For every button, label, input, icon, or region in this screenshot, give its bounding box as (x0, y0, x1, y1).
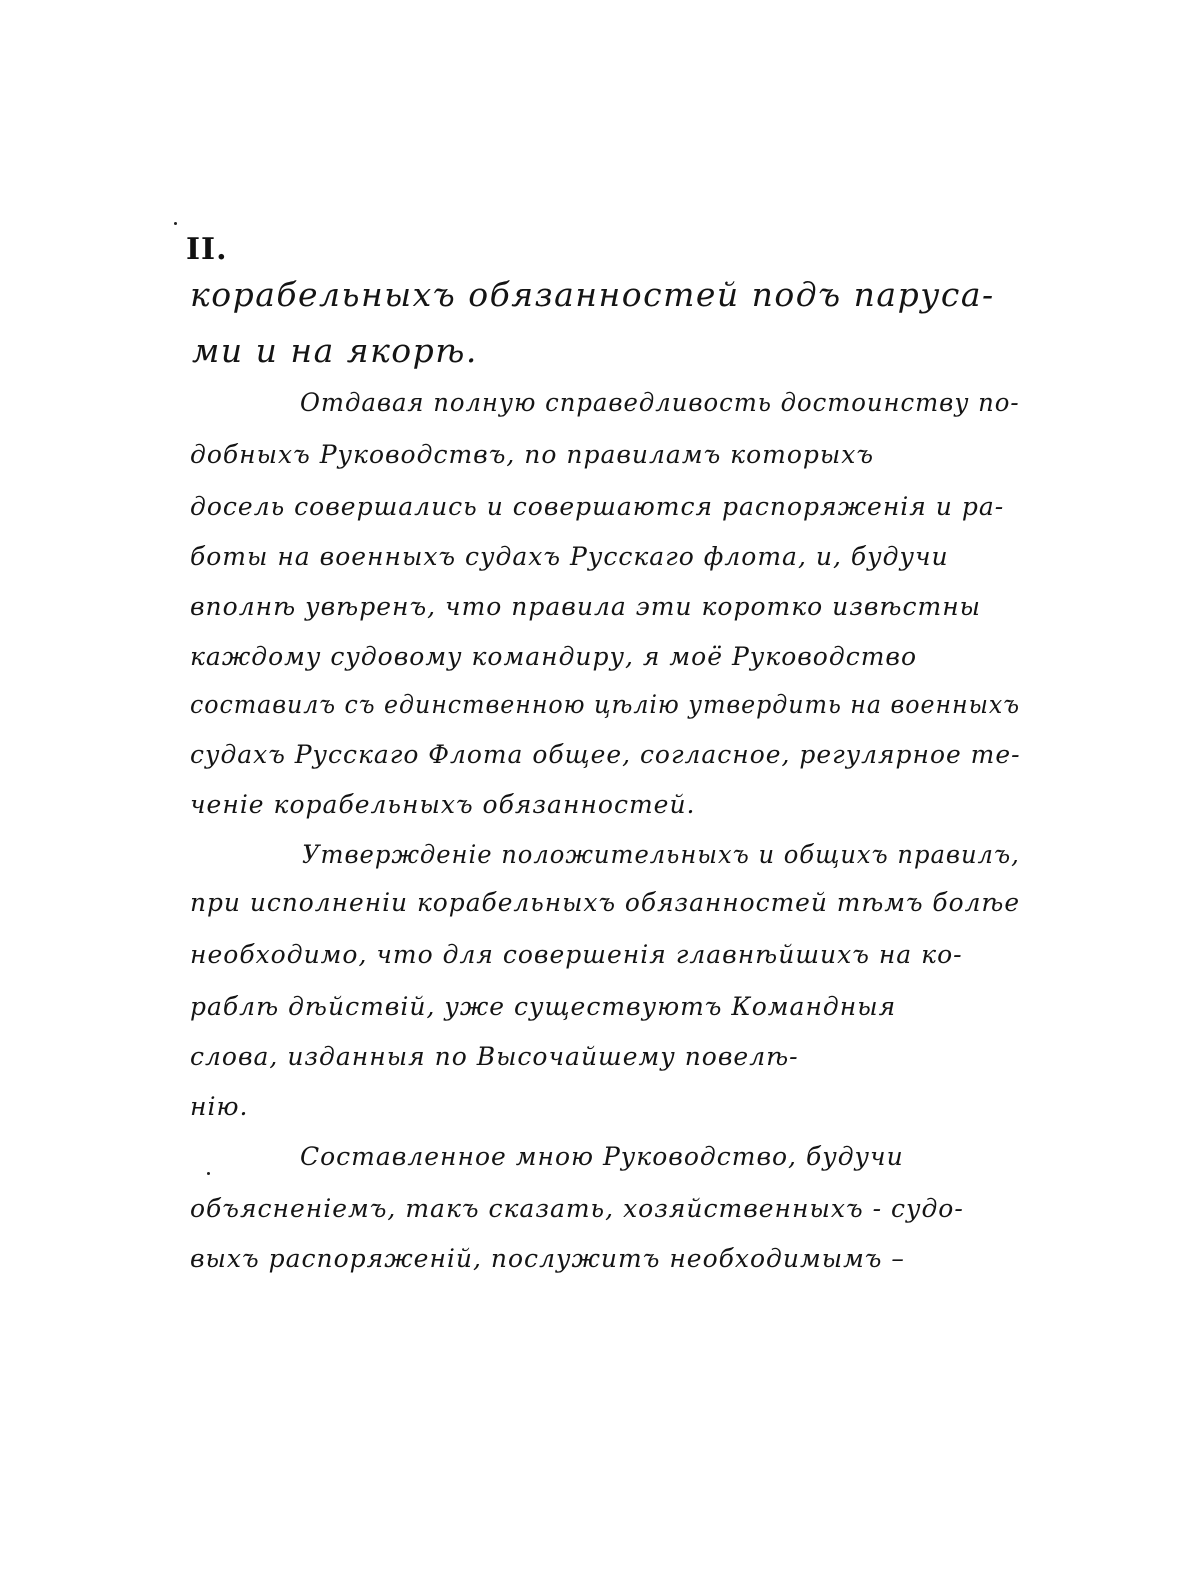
text-line: добныхъ Руководствъ, по правиламъ которыхъ (190, 440, 875, 469)
text-line: составилъ съ единственною цѣлію утвердить на военныхъ (190, 690, 1020, 719)
text-line: при исполненіи корабельныхъ обязанностей тѣмъ болѣе (190, 888, 1021, 917)
text-line: боты на военныхъ судахъ Русскаго флота, и, будучи (190, 542, 949, 571)
text-line: Утвержденіе положительныхъ и общихъ правилъ, (302, 840, 1020, 869)
text-line: каждому судовому командиру, я моё Руководство (190, 642, 918, 671)
text-line: необходимо, что для совершенія главнѣйшихъ на ко- (190, 940, 963, 969)
text-line: ми и на якорѣ. (192, 331, 478, 370)
text-line: выхъ распоряженій, послужитъ необходимымъ – (190, 1244, 905, 1273)
text-line: досель совершались и совершаются распоряженія и ра- (190, 492, 1005, 521)
ink-speck (174, 222, 177, 225)
text-line: судахъ Русскаго Флота общее, согласное, регулярное те- (190, 740, 1021, 769)
text-line: нію. (190, 1092, 249, 1121)
text-line: объясненіемъ, такъ сказать, хозяйственныхъ - судо- (190, 1194, 964, 1223)
text-line: корабельныхъ обязанностей подъ паруса- (190, 275, 995, 314)
ink-speck (207, 1172, 210, 1175)
text-line: слова, изданныя по Высочайшему повелѣ- (190, 1042, 799, 1071)
text-line: Составленное мною Руководство, будучи (300, 1142, 904, 1171)
text-line: раблѣ дѣйствій, уже существуютъ Командныя (190, 992, 897, 1021)
page-number: II. (186, 232, 228, 267)
text-line: ченіе корабельныхъ обязанностей. (190, 790, 696, 819)
text-line: Отдавая полную справедливость достоинству по- (300, 388, 1020, 417)
text-line: вполнѣ увѣренъ, что правила эти коротко извѣстны (190, 592, 982, 621)
